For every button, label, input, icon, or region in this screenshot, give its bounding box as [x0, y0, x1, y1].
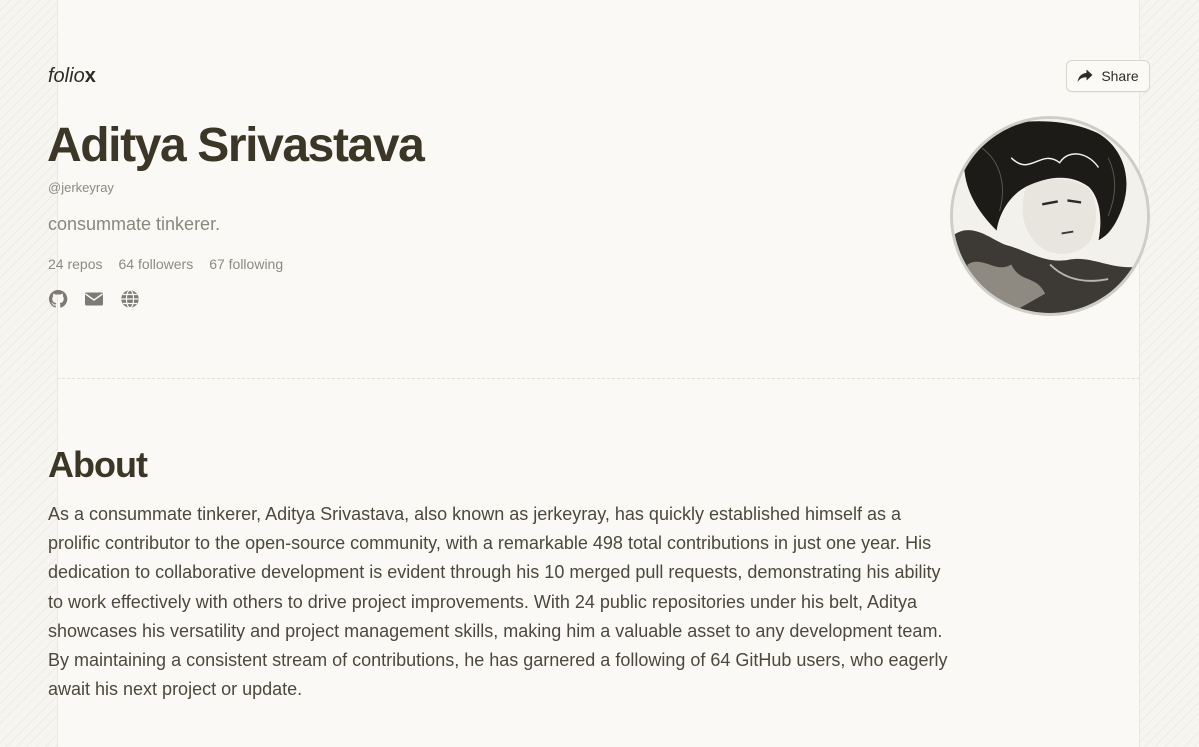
logo-text: folio — [48, 65, 85, 87]
share-label: Share — [1101, 68, 1139, 84]
profile-bio: consummate tinkerer. — [48, 214, 221, 234]
section-divider — [57, 378, 1140, 379]
logo[interactable] — [48, 65, 96, 88]
about-text: As a consummate tinkerer, Aditya Srivastava, also known as jerkeyray, has quickly established himself as a prolific contributor to the open-source community, with a remarkable 498 total contributions in just one year. His dedication to collaborative development is evident through his 10 merged pull requests, demonstrating his ability to work effectively with others to drive project improvements. With 24 public repositories under his belt, Aditya showcases his versatility and project management skills, making him a valuable asset to any development team. By maintaining a consistent stream of contributions, he has garnered a following of 64 GitHub users, who eagerly await his next project or update. — [48, 504, 948, 700]
social-links — [48, 289, 140, 309]
profile-handle: @jerkeyray — [48, 180, 114, 195]
mail-icon[interactable] — [84, 289, 104, 309]
stat-repos[interactable]: 24 repos — [48, 256, 103, 272]
share-arrow-icon — [1077, 69, 1093, 83]
stat-followers[interactable]: 64 followers — [118, 256, 194, 272]
globe-icon[interactable] — [120, 289, 140, 309]
avatar — [950, 116, 1150, 316]
profile-stats — [48, 256, 283, 272]
logo-accent: x — [84, 65, 96, 87]
share-button[interactable] — [1066, 60, 1150, 92]
profile-name: Aditya Srivastava — [47, 119, 424, 172]
about-heading: About — [48, 444, 147, 485]
stat-following[interactable]: 67 following — [209, 256, 284, 272]
github-icon[interactable] — [48, 289, 68, 309]
